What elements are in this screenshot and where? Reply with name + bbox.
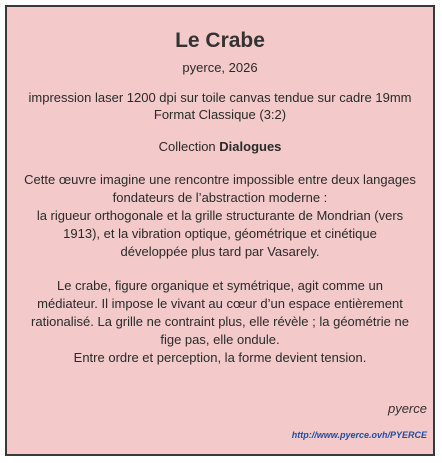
artist-and-year: pyerce, 2026 [182, 60, 258, 75]
paragraph-line: fige pas, elle ondule. [160, 332, 280, 347]
paragraph-line: Le crabe, figure organique et symétrique, agit comme un [57, 278, 383, 293]
collection-line [7, 138, 433, 155]
artist-website-link[interactable]: http://www.pyerce.ovh/PYERCE [291, 430, 427, 440]
paragraph-line: rationalisé. La grille ne contraint plus, elle révèle ; la géométrie ne [31, 314, 409, 329]
paragraph-line: fondateurs de l’abstraction moderne : [112, 190, 328, 205]
paragraph-line: la rigueur orthogonale et la grille structurante de Mondrian (vers [36, 208, 404, 223]
collection-name: Dialogues [219, 139, 282, 154]
artwork-title: Le Crabe [175, 29, 265, 52]
paragraph-line: 1913), et la vibration optique, géométrique et cinétique [63, 226, 377, 241]
description-paragraph-2 [15, 277, 425, 367]
paragraph-line: Cette œuvre imagine une rencontre impossible entre deux langages [24, 172, 416, 187]
paragraph-line: médiateur. Il impose le vivant au cœur d’un espace entièrement [37, 296, 403, 311]
technique-description: impression laser 1200 dpi sur toile canvas tendue sur cadre 19mm [28, 90, 412, 105]
paragraph-line: Entre ordre et perception, la forme devient tension. [73, 350, 367, 365]
format-description: Format Classique (3:2) [153, 107, 287, 122]
artist-signature: pyerce [387, 401, 427, 416]
collection-label: Collection [158, 139, 220, 154]
description-paragraph-1 [15, 171, 425, 261]
artwork-label-card [5, 5, 435, 456]
paragraph-line: développée plus tard par Vasarely. [120, 244, 320, 259]
